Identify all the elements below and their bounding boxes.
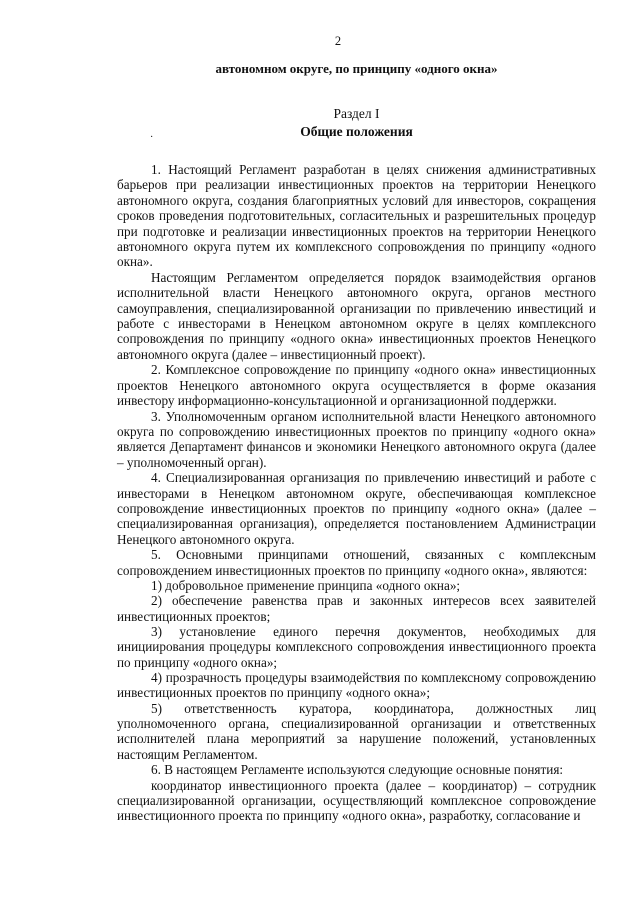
paragraph: координатор инвестиционного проекта (далее – координатор) – сотрудник специализированной организации, осуществляющий комплексное сопровождение инвестиционного проекта по принципу «одного окна», разработку, согласование и: [117, 777, 596, 824]
list-item: 3) установление единого перечня документов, необходимых для инициирования процедуры комплексного сопровождения инвестиционного проекта по принципу «одного окна»;: [117, 624, 596, 670]
paragraph: 4. Специализированная организация по привлечению инвестиций и работе с инвесторами в Ненецком автономном округе, обеспечивающая комплексное сопровождение инвестиционных проектов по принципу «одного окна» (далее – специализированная организация), определяется постановлением Администрации Ненецкого автономного округа.: [117, 470, 596, 547]
paragraph: 6. В настоящем Регламенте используются следующие основные понятия:: [151, 762, 564, 778]
section-title: Общие положения: [300, 124, 413, 139]
paragraph: 1. Настоящий Регламент разработан в целях снижения административных барьеров при реализации инвестиционных проектов на территории Ненецкого автономного округа, создания благоприятных условий для инвесторов, сокращения сроков проведения подготовительных, согласительных и разрешительных процедур при подготовке и реализации инвестиционных проектов на территории Ненецкого автономного округа путем их комплексного сопровождения по принципу «одного окна».: [117, 162, 596, 270]
paragraph: 5. Основными принципами отношений, связанных с комплексным сопровождением инвестиционных проектов по принципу «одного окна», являются:: [117, 547, 596, 578]
paragraph: 2. Комплексное сопровождение по принципу «одного окна» инвестиционных проектов Ненецкого автономного округа осуществляется в форме оказания инвестору информационно-консультационной и организационной поддержки.: [117, 362, 596, 409]
document-heading-continuation: автономном округе, по принципу «одного окна»: [215, 61, 498, 76]
scan-speck: ·: [150, 132, 154, 143]
paragraph: 3. Уполномоченным органом исполнительной власти Ненецкого автономного округа по сопровождению инвестиционных проектов по принципу «одного окна» является Департамент финансов и экономики Ненецкого автономного округа (далее – уполномоченный орган).: [117, 408, 596, 470]
page-number: 2: [334, 34, 342, 48]
list-item: 2) обеспечение равенства прав и законных интересов всех заявителей инвестиционных проектов;: [117, 593, 596, 624]
paragraph: Настоящим Регламентом определяется порядок взаимодействия органов исполнительной власти Ненецкого автономного округа, органов местного самоуправления, специализированной организации по привлечению инвестиций и работе с инвесторами в Ненецком автономном округе в целях комплексного сопровождения по принципу «одного окна» инвестиционных проектов Ненецкого автономного округа (далее – инвестиционный проект).: [117, 269, 596, 362]
list-item: 1) добровольное применение принципа «одного окна»;: [151, 577, 461, 593]
section-label: Раздел I: [333, 106, 380, 121]
document-body: [117, 162, 596, 824]
list-item: 5) ответственность куратора, координатора, должностных лиц уполномоченного органа, специализированной организации и ответственных исполнителей плана мероприятий за нарушение положений, установленных настоящим Регламентом.: [117, 700, 596, 762]
list-item: 4) прозрачность процедуры взаимодействия по комплексному сопровождению инвестиционных проектов по принципу «одного окна»;: [117, 669, 596, 701]
